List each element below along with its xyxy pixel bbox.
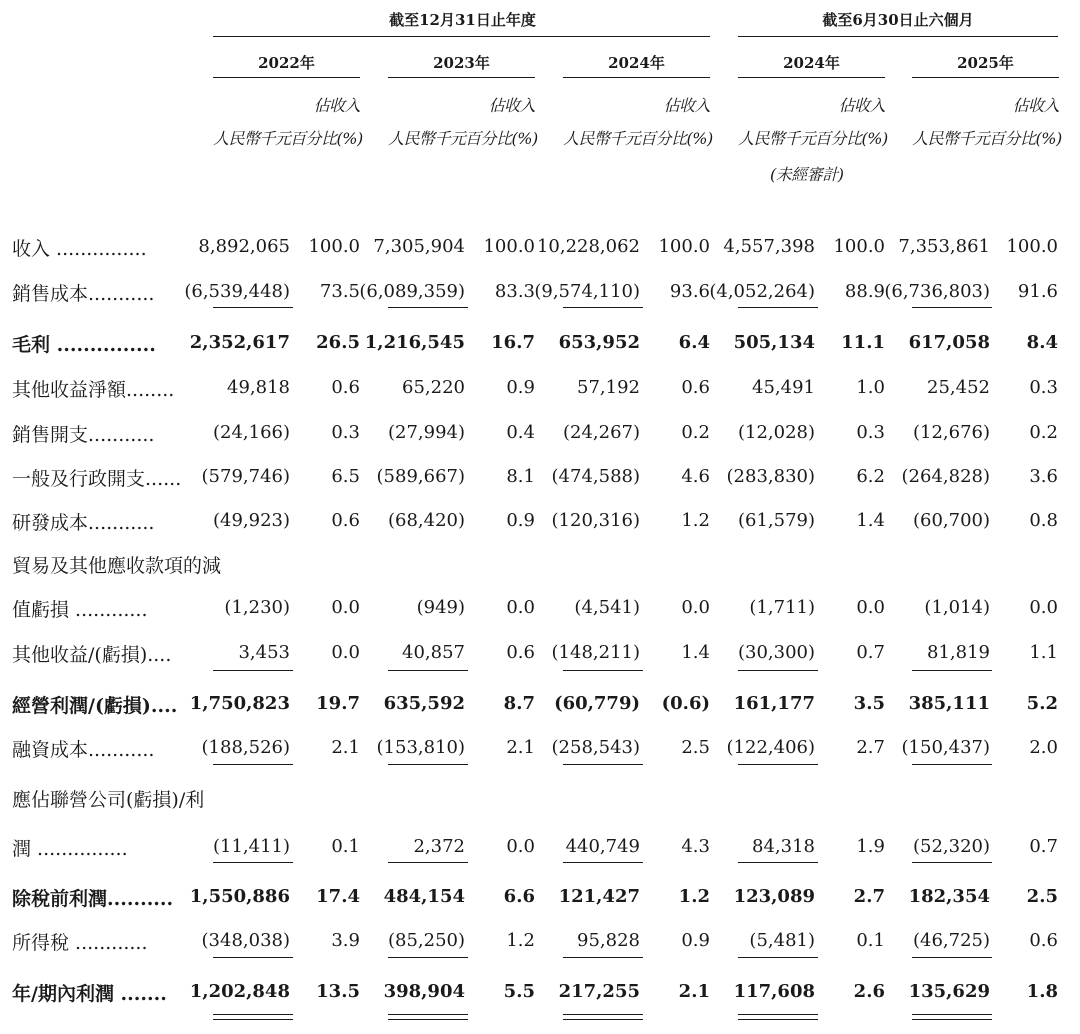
amount-cell-operating-profit-2024-h1: 161,177 <box>733 693 815 714</box>
row-label-share-of-associates: 潤 ............... <box>12 838 128 860</box>
pct-cell-rnd-costs-2023: 0.9 <box>506 510 535 531</box>
pct-cell-profit-before-tax-2023: 6.6 <box>503 886 535 907</box>
pct-cell-finance-costs-2022: 2.1 <box>331 737 360 758</box>
amount-cell-other-gains-losses-2024: (148,211) <box>551 642 640 663</box>
subtotal-rule <box>388 862 468 863</box>
pct-cell-selling-expenses-2025-h1: 0.2 <box>1029 422 1058 443</box>
pct-header-bottom: 百分比(%) <box>815 129 888 148</box>
pct-cell-profit-before-tax-2024: 1.2 <box>678 886 710 907</box>
amount-cell-operating-profit-2023: 635,592 <box>383 693 465 714</box>
amount-cell-share-of-associates-2022: (11,411) <box>212 836 290 857</box>
amount-cell-income-tax-2024: 95,828 <box>577 930 640 951</box>
pct-cell-general-admin-expenses-2022: 6.5 <box>331 466 360 487</box>
pct-header-bottom: 百分比(%) <box>290 129 363 148</box>
total-double-rule <box>563 1014 643 1015</box>
pct-cell-profit-for-period-2024: 2.1 <box>678 981 710 1002</box>
pct-header-top: 佔收入 <box>488 96 535 115</box>
amount-cell-cost-of-sales-2023: (6,089,359) <box>359 281 465 302</box>
subtotal-rule <box>213 307 293 308</box>
pct-header-top: 佔收入 <box>663 96 710 115</box>
amount-cell-impairment-losses-2022: (1,230) <box>224 597 290 618</box>
row-label-impairment-losses: 值虧損 ............ <box>12 599 148 621</box>
pct-cell-other-gains-losses-2022: 0.0 <box>331 642 360 663</box>
year-header: 2024年 <box>783 54 840 72</box>
amount-cell-revenue-2024-h1: 4,557,398 <box>723 236 815 257</box>
pct-cell-selling-expenses-2022: 0.3 <box>331 422 360 443</box>
pct-cell-income-tax-2022: 3.9 <box>331 930 360 951</box>
amount-cell-cost-of-sales-2025-h1: (6,736,803) <box>884 281 990 302</box>
amount-cell-rnd-costs-2024: (120,316) <box>551 510 640 531</box>
amount-cell-rnd-costs-2024-h1: (61,579) <box>737 510 815 531</box>
pct-cell-other-gains-losses-2024: 1.4 <box>681 642 710 663</box>
pct-header-top: 佔收入 <box>313 96 360 115</box>
pct-cell-revenue-2022: 100.0 <box>308 236 360 257</box>
pct-cell-other-income-net-2023: 0.9 <box>506 377 535 398</box>
amount-cell-other-income-net-2022: 49,818 <box>227 377 290 398</box>
subtotal-rule <box>213 670 293 671</box>
row-label-impairment-label-line1: 貿易及其他應收款項的減 <box>12 555 222 577</box>
amount-cell-income-tax-2025-h1: (46,725) <box>912 930 990 951</box>
amount-cell-cost-of-sales-2022: (6,539,448) <box>184 281 290 302</box>
amount-cell-other-gains-losses-2022: 3,453 <box>238 642 290 663</box>
amount-cell-general-admin-expenses-2025-h1: (264,828) <box>901 466 990 487</box>
subtotal-rule <box>563 307 643 308</box>
pct-cell-finance-costs-2024-h1: 2.7 <box>856 737 885 758</box>
pct-cell-selling-expenses-2024-h1: 0.3 <box>856 422 885 443</box>
amount-cell-revenue-2024: 10,228,062 <box>536 236 640 257</box>
total-double-rule <box>388 1019 468 1020</box>
amount-cell-share-of-associates-2023: 2,372 <box>413 836 465 857</box>
unaudited-note: (未經審計) <box>770 165 844 184</box>
year-rule <box>213 77 360 78</box>
pct-cell-cost-of-sales-2025-h1: 91.6 <box>1017 281 1058 302</box>
pct-header-bottom: 百分比(%) <box>640 129 713 148</box>
pct-cell-share-of-associates-2024: 4.3 <box>681 836 710 857</box>
pct-cell-share-of-associates-2023: 0.0 <box>506 836 535 857</box>
total-double-rule <box>213 1014 293 1015</box>
amount-cell-finance-costs-2025-h1: (150,437) <box>901 737 990 758</box>
row-label-revenue: 收入 ............... <box>12 238 147 260</box>
rmb-header: 人民幣千元 <box>213 129 291 148</box>
pct-cell-revenue-2024: 100.0 <box>658 236 710 257</box>
amount-cell-share-of-associates-2024-h1: 84,318 <box>752 836 815 857</box>
amount-cell-impairment-losses-2025-h1: (1,014) <box>924 597 990 618</box>
header-group-six-months: 截至6月30日止六個月 <box>822 11 974 29</box>
amount-cell-selling-expenses-2024: (24,267) <box>562 422 640 443</box>
amount-cell-rnd-costs-2025-h1: (60,700) <box>912 510 990 531</box>
amount-cell-finance-costs-2022: (188,526) <box>201 737 290 758</box>
year-rule <box>912 77 1059 78</box>
header-group-rule <box>213 36 710 37</box>
pct-cell-impairment-losses-2025-h1: 0.0 <box>1029 597 1058 618</box>
pct-cell-other-gains-losses-2025-h1: 1.1 <box>1029 642 1058 663</box>
pct-cell-profit-before-tax-2022: 17.4 <box>316 886 360 907</box>
subtotal-rule <box>912 670 992 671</box>
pct-cell-gross-profit-2024: 6.4 <box>678 332 710 353</box>
amount-cell-profit-for-period-2024: 217,255 <box>558 981 640 1002</box>
amount-cell-revenue-2025-h1: 7,353,861 <box>898 236 990 257</box>
amount-cell-general-admin-expenses-2023: (589,667) <box>376 466 465 487</box>
pct-cell-finance-costs-2023: 2.1 <box>506 737 535 758</box>
row-label-income-tax: 所得稅 ............ <box>12 932 148 954</box>
pct-header-bottom: 百分比(%) <box>465 129 538 148</box>
amount-cell-income-tax-2022: (348,038) <box>201 930 290 951</box>
total-double-rule <box>213 1019 293 1020</box>
amount-cell-rnd-costs-2022: (49,923) <box>212 510 290 531</box>
amount-cell-share-of-associates-2024: 440,749 <box>565 836 640 857</box>
pct-cell-profit-for-period-2025-h1: 1.8 <box>1026 981 1058 1002</box>
pct-cell-profit-for-period-2023: 5.5 <box>503 981 535 1002</box>
amount-cell-profit-before-tax-2024: 121,427 <box>558 886 640 907</box>
amount-cell-finance-costs-2024: (258,543) <box>551 737 640 758</box>
total-double-rule <box>563 1019 643 1020</box>
amount-cell-gross-profit-2024: 653,952 <box>558 332 640 353</box>
subtotal-rule <box>563 862 643 863</box>
pct-cell-other-gains-losses-2023: 0.6 <box>506 642 535 663</box>
row-label-associates-label-line1: 應佔聯營公司(虧損)/利 <box>12 789 205 811</box>
row-label-rnd-costs: 研發成本........... <box>12 512 155 534</box>
subtotal-rule <box>563 957 643 958</box>
rmb-header: 人民幣千元 <box>388 129 466 148</box>
amount-cell-other-gains-losses-2025-h1: 81,819 <box>927 642 990 663</box>
pct-cell-income-tax-2023: 1.2 <box>506 930 535 951</box>
header-group-rule <box>738 36 1058 37</box>
amount-cell-other-income-net-2024-h1: 45,491 <box>752 377 815 398</box>
amount-cell-income-tax-2024-h1: (5,481) <box>749 930 815 951</box>
amount-cell-revenue-2022: 8,892,065 <box>198 236 290 257</box>
pct-cell-operating-profit-2025-h1: 5.2 <box>1026 693 1058 714</box>
amount-cell-impairment-losses-2024-h1: (1,711) <box>749 597 815 618</box>
row-label-operating-profit: 經營利潤/(虧損).... <box>12 695 178 717</box>
amount-cell-selling-expenses-2025-h1: (12,676) <box>912 422 990 443</box>
year-rule <box>738 77 885 78</box>
row-label-cost-of-sales: 銷售成本........... <box>12 283 155 305</box>
subtotal-rule <box>912 764 992 765</box>
amount-cell-share-of-associates-2025-h1: (52,320) <box>912 836 990 857</box>
pct-cell-impairment-losses-2024-h1: 0.0 <box>856 597 885 618</box>
row-label-profit-before-tax: 除稅前利潤.......... <box>12 888 174 910</box>
pct-cell-gross-profit-2022: 26.5 <box>316 332 360 353</box>
pct-cell-share-of-associates-2024-h1: 1.9 <box>856 836 885 857</box>
pct-cell-share-of-associates-2025-h1: 0.7 <box>1029 836 1058 857</box>
row-label-profit-for-period: 年/期內利潤 ....... <box>12 983 167 1005</box>
pct-cell-gross-profit-2024-h1: 11.1 <box>841 332 885 353</box>
subtotal-rule <box>738 957 818 958</box>
amount-cell-gross-profit-2024-h1: 505,134 <box>733 332 815 353</box>
amount-cell-profit-for-period-2023: 398,904 <box>383 981 465 1002</box>
amount-cell-operating-profit-2025-h1: 385,111 <box>908 693 990 714</box>
pct-cell-profit-for-period-2024-h1: 2.6 <box>853 981 885 1002</box>
amount-cell-other-gains-losses-2023: 40,857 <box>402 642 465 663</box>
pct-cell-income-tax-2025-h1: 0.6 <box>1029 930 1058 951</box>
amount-cell-profit-before-tax-2022: 1,550,886 <box>189 886 290 907</box>
total-double-rule <box>738 1019 818 1020</box>
pct-cell-cost-of-sales-2024-h1: 88.9 <box>844 281 885 302</box>
row-label-finance-costs: 融資成本........... <box>12 739 155 761</box>
amount-cell-rnd-costs-2023: (68,420) <box>387 510 465 531</box>
pct-cell-profit-for-period-2022: 13.5 <box>316 981 360 1002</box>
pct-cell-operating-profit-2024: (0.6) <box>661 693 710 714</box>
pct-cell-cost-of-sales-2022: 73.5 <box>319 281 360 302</box>
subtotal-rule <box>388 957 468 958</box>
subtotal-rule <box>563 764 643 765</box>
subtotal-rule <box>912 957 992 958</box>
pct-cell-other-income-net-2024-h1: 1.0 <box>856 377 885 398</box>
year-header: 2023年 <box>433 54 490 72</box>
subtotal-rule <box>388 764 468 765</box>
rmb-header: 人民幣千元 <box>563 129 641 148</box>
pct-cell-gross-profit-2025-h1: 8.4 <box>1026 332 1058 353</box>
pct-cell-impairment-losses-2024: 0.0 <box>681 597 710 618</box>
amount-cell-profit-before-tax-2024-h1: 123,089 <box>733 886 815 907</box>
amount-cell-general-admin-expenses-2024-h1: (283,830) <box>726 466 815 487</box>
pct-header-bottom: 百分比(%) <box>989 129 1062 148</box>
rmb-header: 人民幣千元 <box>738 129 816 148</box>
row-label-other-income-net: 其他收益淨額........ <box>12 379 175 401</box>
subtotal-rule <box>213 862 293 863</box>
subtotal-rule <box>912 862 992 863</box>
rmb-header: 人民幣千元 <box>912 129 990 148</box>
pct-cell-operating-profit-2022: 19.7 <box>316 693 360 714</box>
amount-cell-other-income-net-2024: 57,192 <box>577 377 640 398</box>
pct-cell-other-income-net-2025-h1: 0.3 <box>1029 377 1058 398</box>
pct-cell-operating-profit-2023: 8.7 <box>503 693 535 714</box>
amount-cell-general-admin-expenses-2024: (474,588) <box>551 466 640 487</box>
total-double-rule <box>912 1014 992 1015</box>
pct-cell-income-tax-2024-h1: 0.1 <box>856 930 885 951</box>
header-group-year-ended: 截至12月31日止年度 <box>389 11 536 29</box>
amount-cell-selling-expenses-2022: (24,166) <box>212 422 290 443</box>
amount-cell-other-income-net-2023: 65,220 <box>402 377 465 398</box>
pct-cell-impairment-losses-2022: 0.0 <box>331 597 360 618</box>
total-double-rule <box>912 1019 992 1020</box>
row-label-other-gains-losses: 其他收益/(虧損).... <box>12 644 172 666</box>
total-double-rule <box>738 1014 818 1015</box>
pct-cell-revenue-2023: 100.0 <box>483 236 535 257</box>
pct-cell-cost-of-sales-2023: 83.3 <box>494 281 535 302</box>
amount-cell-gross-profit-2022: 2,352,617 <box>189 332 290 353</box>
pct-cell-impairment-losses-2023: 0.0 <box>506 597 535 618</box>
subtotal-rule <box>738 670 818 671</box>
year-rule <box>388 77 535 78</box>
pct-header-top: 佔收入 <box>838 96 885 115</box>
pct-header-top: 佔收入 <box>1012 96 1059 115</box>
amount-cell-selling-expenses-2023: (27,994) <box>387 422 465 443</box>
amount-cell-income-tax-2023: (85,250) <box>387 930 465 951</box>
year-header: 2022年 <box>258 54 315 72</box>
subtotal-rule <box>563 670 643 671</box>
pct-cell-cost-of-sales-2024: 93.6 <box>669 281 710 302</box>
subtotal-rule <box>738 307 818 308</box>
pct-cell-revenue-2024-h1: 100.0 <box>833 236 885 257</box>
subtotal-rule <box>388 670 468 671</box>
pct-cell-revenue-2025-h1: 100.0 <box>1006 236 1058 257</box>
amount-cell-profit-for-period-2025-h1: 135,629 <box>908 981 990 1002</box>
pct-cell-profit-before-tax-2024-h1: 2.7 <box>853 886 885 907</box>
pct-cell-general-admin-expenses-2024-h1: 6.2 <box>856 466 885 487</box>
subtotal-rule <box>213 957 293 958</box>
subtotal-rule <box>912 307 992 308</box>
amount-cell-cost-of-sales-2024: (9,574,110) <box>534 281 640 302</box>
row-label-general-admin-expenses: 一般及行政開支...... <box>12 468 182 490</box>
pct-cell-general-admin-expenses-2024: 4.6 <box>681 466 710 487</box>
pct-cell-selling-expenses-2023: 0.4 <box>506 422 535 443</box>
amount-cell-other-gains-losses-2024-h1: (30,300) <box>737 642 815 663</box>
pct-cell-finance-costs-2025-h1: 2.0 <box>1029 737 1058 758</box>
amount-cell-profit-before-tax-2023: 484,154 <box>383 886 465 907</box>
pct-cell-gross-profit-2023: 16.7 <box>491 332 535 353</box>
amount-cell-general-admin-expenses-2022: (579,746) <box>201 466 290 487</box>
subtotal-rule <box>738 862 818 863</box>
amount-cell-revenue-2023: 7,305,904 <box>373 236 465 257</box>
pct-cell-finance-costs-2024: 2.5 <box>681 737 710 758</box>
subtotal-rule <box>388 307 468 308</box>
amount-cell-profit-for-period-2024-h1: 117,608 <box>733 981 815 1002</box>
pct-cell-operating-profit-2024-h1: 3.5 <box>853 693 885 714</box>
amount-cell-cost-of-sales-2024-h1: (4,052,264) <box>709 281 815 302</box>
subtotal-rule <box>738 764 818 765</box>
amount-cell-impairment-losses-2023: (949) <box>416 597 465 618</box>
row-label-selling-expenses: 銷售開支........... <box>12 424 155 446</box>
amount-cell-operating-profit-2022: 1,750,823 <box>189 693 290 714</box>
pct-cell-rnd-costs-2024: 1.2 <box>681 510 710 531</box>
pct-cell-share-of-associates-2022: 0.1 <box>331 836 360 857</box>
pct-cell-selling-expenses-2024: 0.2 <box>681 422 710 443</box>
pct-cell-rnd-costs-2024-h1: 1.4 <box>856 510 885 531</box>
amount-cell-selling-expenses-2024-h1: (12,028) <box>737 422 815 443</box>
pct-cell-general-admin-expenses-2025-h1: 3.6 <box>1029 466 1058 487</box>
year-header: 2024年 <box>608 54 665 72</box>
total-double-rule <box>388 1014 468 1015</box>
pct-cell-profit-before-tax-2025-h1: 2.5 <box>1026 886 1058 907</box>
amount-cell-finance-costs-2023: (153,810) <box>376 737 465 758</box>
pct-cell-rnd-costs-2025-h1: 0.8 <box>1029 510 1058 531</box>
amount-cell-impairment-losses-2024: (4,541) <box>574 597 640 618</box>
pct-cell-rnd-costs-2022: 0.6 <box>331 510 360 531</box>
amount-cell-gross-profit-2023: 1,216,545 <box>364 332 465 353</box>
year-header: 2025年 <box>957 54 1014 72</box>
pct-cell-other-income-net-2024: 0.6 <box>681 377 710 398</box>
year-rule <box>563 77 710 78</box>
amount-cell-other-income-net-2025-h1: 25,452 <box>927 377 990 398</box>
amount-cell-profit-before-tax-2025-h1: 182,354 <box>908 886 990 907</box>
amount-cell-profit-for-period-2022: 1,202,848 <box>189 981 290 1002</box>
amount-cell-operating-profit-2024: (60,779) <box>554 693 640 714</box>
pct-cell-other-gains-losses-2024-h1: 0.7 <box>856 642 885 663</box>
pct-cell-general-admin-expenses-2023: 8.1 <box>506 466 535 487</box>
row-label-gross-profit: 毛利 ............... <box>12 334 156 356</box>
amount-cell-finance-costs-2024-h1: (122,406) <box>726 737 815 758</box>
pct-cell-other-income-net-2022: 0.6 <box>331 377 360 398</box>
pct-cell-income-tax-2024: 0.9 <box>681 930 710 951</box>
subtotal-rule <box>213 764 293 765</box>
amount-cell-gross-profit-2025-h1: 617,058 <box>908 332 990 353</box>
